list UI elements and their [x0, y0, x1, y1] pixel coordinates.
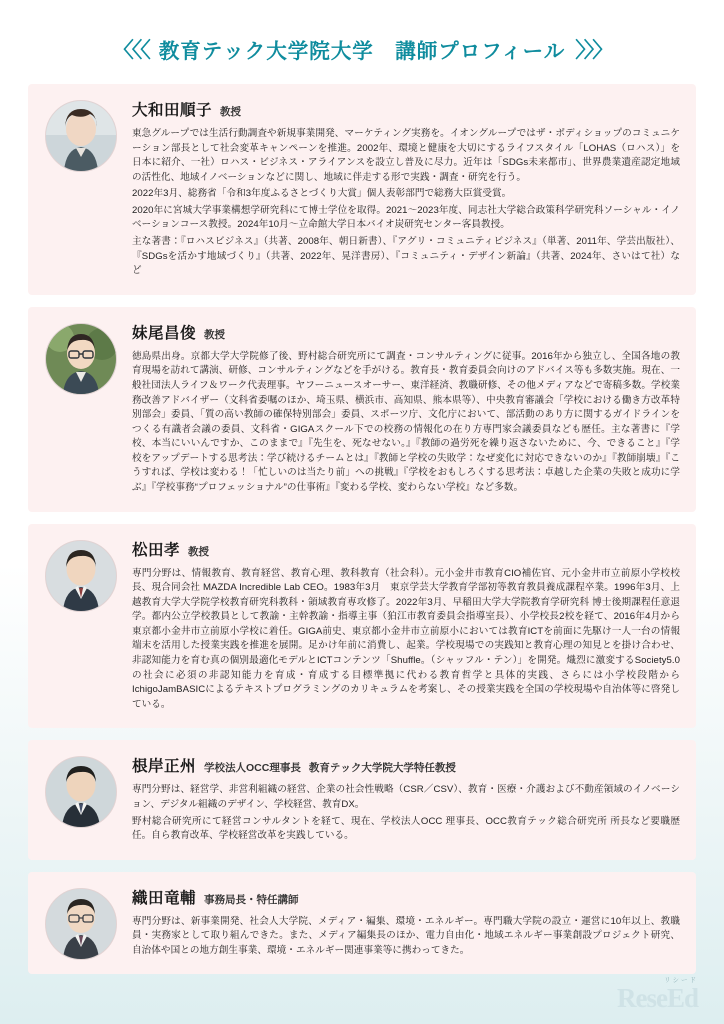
profile-list — [28, 84, 696, 974]
portrait-senoo-masatoshi — [45, 323, 117, 395]
portrait-negishi-masakuni — [45, 756, 117, 828]
profile-nameline — [132, 98, 680, 120]
profile-body — [132, 754, 680, 845]
profile-body — [132, 886, 680, 961]
avatar-wrap — [44, 754, 118, 845]
profile-paragraph: 徳島県出身。京都大学大学院修了後、野村総合研究所にて調査・コンサルティングに従事。2016年から独立し、全国各地の教育現場を訪れて講演、研修、コンサルティングなどを手がける。教育長・教育委員会向けのアドバイス等も多数実施。現在、一般社団法人ライフ＆ワーク代表理事。ヤフーニュースオーサー、東洋経済、教職研修、その他メディアなどで寄稿多数。学校業務改善アドバイザー（文科省委嘱のほか、埼玉県、横浜市、高知県、熊本県等）、中央教育審議会「学校における働き方改革特別部会」委員、「質の高い教師の確保特別部会」委員、スポーツ庁、文化庁において、部活動のあり方に関するガイドラインをつくる有識者会議の委員、文科省・GIGAスクール下での校務の情報化の在り方専門家会議委員なども歴任。主な著書に『学校、本当にいいんですか、このままで』『先生を、死なせない。』『教師の過労死を繰り返さないために、今、できること』『学校をアップデートする思考法：学び続けるチームとは』『教師と学校の失敗学：なぜ変化に対応できないのか』『教師崩壊』『こうすれば、学校は変わる！「忙しいのは当たり前」への挑戦』『学校をおもしろくする思考法：卓越した企業の失敗と成功に学ぶ』『学校事務“プロフェッショナル”の仕事術』『変わる学校、変わらない学校』など多数。 — [132, 350, 680, 493]
profile-title: 学校法人OCC理事長 — [204, 762, 301, 775]
brand-logo-label: ReseEd — [617, 983, 698, 1013]
avatar-wrap — [44, 98, 118, 281]
chevron-right-decoration: 〉〉〉 — [575, 39, 612, 62]
profile-nameline — [132, 538, 680, 560]
profile-paragraph: 専門分野は、情報教育、教育経営、教育心理、教科教育（社会科）。元小金井市教育CIO補佐官、元小金井市立前原小学校校長、現合同会社 MAZDA Incredible Lab CEO。1983年3月 東京学芸大学教育学部初等教育教員養成課程卒業。1996年3月、上越教育大学大学院学校教育研究科教科・領域教育専攻修了。2022年3月、早稲田大学大学院教育学研究科 博士後期課程任意退学。都内公立学校教員として教諭・主幹教諭・指導主事（狛江市教育委員会指導室長）、小学校長2校を経て、2016年4月から東京都小金井市立前原小学校に着任。GIGA前史、東京都小金井市立前原小においては教育ICTを前面に先駆け一人一台の情報端末を活用した授業実践を推進を展開。足かけ年前に消費し、起業。学校現場での実践知と教育心理の知見とを掛け合わせ、非認知能力を育む真の個別最適化モデルとICTコンテンツ「Shuffle。（シャッフル・テン）」を開発。熾烈に激変するSociety5.0の社会に必須の非認知能力を育成・育成する目標準拠に代わる教育哲学と具体的実践、さらには小学校段階からIchigoJamBASICによるテキストプログラミングのカリキュラムを考案し、その授業実践を全国の学校現場や自治体等に啓発している。 — [132, 567, 680, 710]
page-header — [28, 0, 696, 64]
chevron-left-decoration: 〈〈〈 — [112, 39, 149, 62]
profile-card — [28, 84, 696, 295]
profile-paragraph: 東急グループでは生活行動調査や新規事業開発、マーケティング実務を。イオングループではザ・ボディショップのコミュニケーション部長として社会変革キャンペーンを推進。2002年、環境と健康を大切にするライフスタイル「LOHAS（ロハス）」を日本に紹介、一社）ロハス・ビジネス・アライアンスを設立し普及に尽力。近年は「SDGs未来都市」、世界農業遺産認定地域の活性化、地域イノベーションなどに関し、地域に伴走する形で実践・調査・研究を行う。 — [132, 128, 680, 183]
profile-body — [132, 321, 680, 498]
avatar-wrap — [44, 886, 118, 961]
profile-paragraph: 専門分野は、経営学、非営利組織の経営、企業の社会性戦略（CSR／CSV）、教育・医療・介護および不動産領域のイノベーション、デジタル組織のデザイン、学校経営、教育DX。 — [132, 784, 680, 810]
profile-card — [28, 872, 696, 975]
profile-name: 大和田順子 — [132, 102, 213, 119]
brand-sub-label: リシード — [664, 976, 698, 984]
profile-card — [28, 740, 696, 859]
profile-title: 教授 — [204, 328, 226, 341]
profile-paragraph: 専門分野は、新事業開発、社会人大学院、メディア・編集、環境・エネルギー。専門職大学院の設立・運営に10年以上、教職員・実務家として取り組んできた。また、メディア編集長のほか、電力自由化・地域エネルギー事業創設プロジェクト研究、自治体や国との地方創生事業、環境・エネルギー関連事業等に携わってきた。 — [132, 915, 680, 956]
profile-card — [28, 524, 696, 729]
profile-paragraph: 主な著書：『ロハスビジネス』（共著、2008年、朝日新書）、『アグリ・コミュニティビジネス』（単著、2011年、学芸出版社）、『SDGsを活かす地域づくり』（共著、2022年、晃洋書房）、『コミュニティ・デザイン新論』（共著、2024年、さいはて社）など — [132, 236, 680, 277]
page-title: 教育テック大学院大学 講師プロフィール — [158, 40, 566, 63]
avatar-wrap — [44, 321, 118, 498]
profile-name: 松田孝 — [132, 541, 181, 559]
avatar-wrap — [44, 538, 118, 715]
profile-paragraph: 野村総合研究所にて経営コンサルタントを経て、現在、学校法人OCC 理事長、OCC教育テック総合研究所 所長など要職歴任。自ら教育改革、学校経営改革を実践している。 — [132, 815, 680, 842]
profile-name: 織田竜輔 — [132, 889, 197, 907]
portrait-orita-ryusuke — [45, 888, 117, 960]
profile-nameline — [132, 321, 680, 343]
brand-watermark — [617, 978, 698, 1013]
profile-body — [132, 98, 680, 281]
profile-body — [132, 538, 680, 715]
profile-name: 根岸正州 — [132, 758, 197, 776]
profile-paragraph: 2022年3月、総務省「令和3年度ふるさとづくり大賞」個人表彰部門で総務大臣賞受賞。 — [132, 188, 512, 200]
profile-card — [28, 307, 696, 512]
profile-title-secondary: 教育テック大学院大学特任教授 — [308, 762, 456, 775]
profile-title: 教授 — [188, 545, 210, 558]
profile-nameline — [132, 886, 680, 908]
profile-paragraph: 2020年に宮城大学事業構想学研究科にて博士学位を取得。2021〜2023年度、同志社大学総合政策科学研究科ソーシャル・イノベーションコース教授。2024年10月〜立命館大学日本バイオ炭研究センター客員教授。 — [132, 204, 680, 231]
portrait-owada-junko — [45, 100, 117, 172]
profile-name: 妹尾昌俊 — [132, 324, 197, 342]
profile-title: 教授 — [220, 106, 242, 118]
profile-title: 事務局長・特任講師 — [204, 893, 299, 906]
profile-nameline — [132, 754, 680, 776]
portrait-matsuda-takashi — [45, 540, 117, 612]
